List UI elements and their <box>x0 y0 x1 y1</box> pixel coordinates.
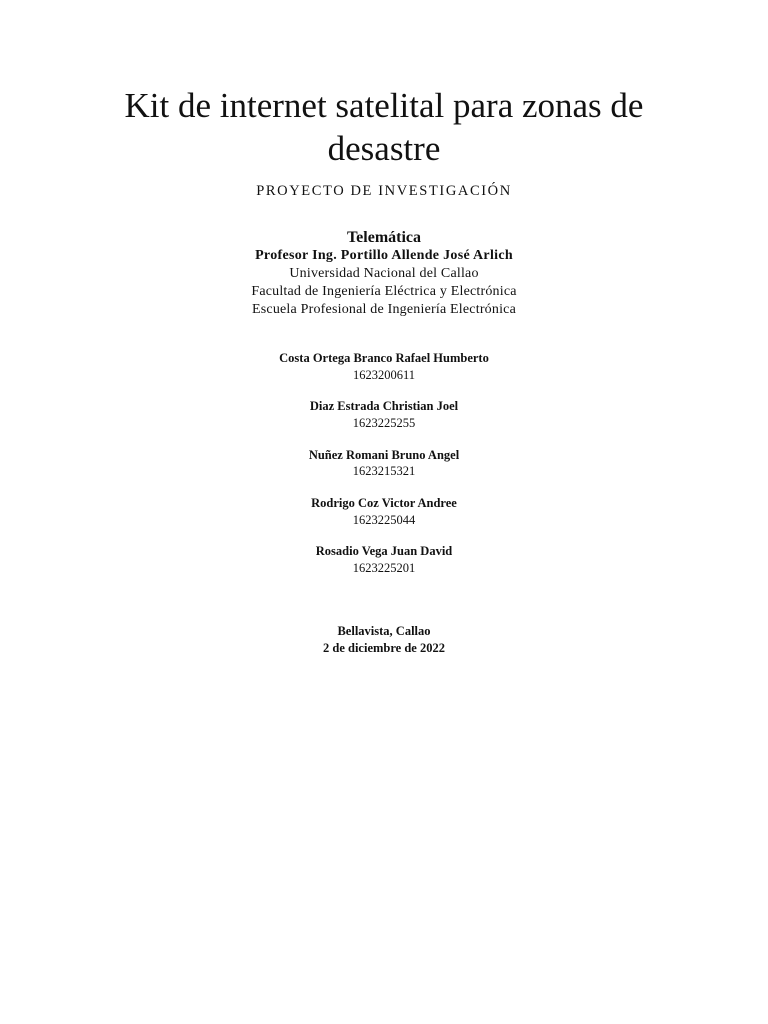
author-name: Rodrigo Coz Victor Andree <box>311 496 457 510</box>
faculty-name: Facultad de Ingeniería Eléctrica y Electrónica <box>251 284 517 299</box>
author-id: 1623225255 <box>352 416 416 430</box>
university-name: Universidad Nacional del Callao <box>289 266 479 281</box>
author-id: 1623225044 <box>352 513 416 527</box>
document-subtitle: PROYECTO DE INVESTIGACIÓN <box>256 183 512 199</box>
author-id: 1623225201 <box>352 561 416 575</box>
document-title: Kit de internet satelital para zonas de desastre <box>124 86 644 168</box>
author-name: Diaz Estrada Christian Joel <box>309 399 459 413</box>
course-name: Telemática <box>346 229 422 246</box>
place: Bellavista, Callao <box>337 624 431 638</box>
date: 2 de diciembre de 2022 <box>323 641 445 655</box>
author-name: Rosadio Vega Juan David <box>315 544 453 558</box>
author-name: Costa Ortega Branco Rafael Humberto <box>279 351 489 365</box>
author-name: Nuñez Romani Bruno Angel <box>308 448 460 462</box>
school-name: Escuela Profesional de Ingeniería Electrónica <box>252 302 516 317</box>
author-id: 1623215321 <box>352 464 416 478</box>
author-id: 1623200611 <box>352 368 416 382</box>
professor-name: Profesor Ing. Portillo Allende José Arlich <box>255 248 513 263</box>
